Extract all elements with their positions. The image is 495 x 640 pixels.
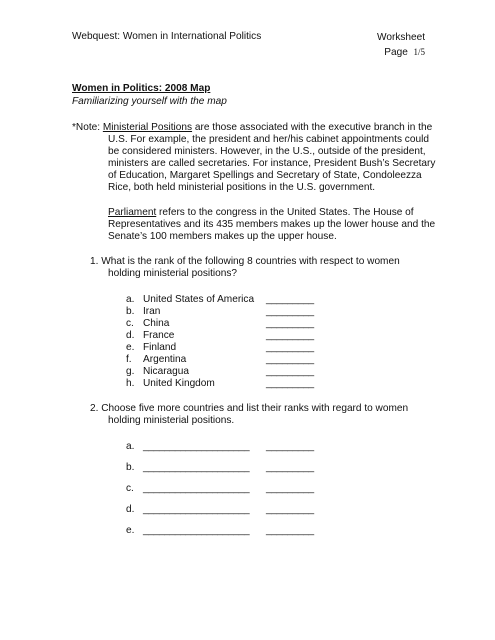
question-text: 2. Choose five more countries and list their ranks with regard to women [90, 403, 409, 414]
note-line: be considered ministers. However, in the U.S., outside of the president, [108, 146, 426, 157]
country-answer-blank[interactable]: ____________________ [143, 441, 250, 452]
page-title: Women in Politics: 2008 Map [72, 83, 211, 94]
country-name: China [143, 318, 170, 329]
country-name: United Kingdom [143, 378, 215, 389]
item-letter: h. [126, 378, 135, 389]
country-name: United States of America [143, 294, 255, 305]
note-line-rest: are those associated with the executive branch in the [192, 122, 433, 133]
item-letter: c. [126, 483, 134, 494]
country-answer-blank[interactable]: ____________________ [143, 462, 250, 473]
question-text: holding ministerial positions. [108, 415, 235, 426]
rank-answer-blank[interactable]: _________ [266, 318, 314, 329]
country-answer-blank[interactable]: ____________________ [143, 483, 250, 494]
item-letter: b. [126, 462, 135, 473]
parliament-line: Senate’s 100 members makes up the upper house. [108, 231, 337, 242]
rank-answer-blank[interactable]: _________ [266, 354, 314, 365]
note-line [72, 122, 432, 134]
note-line: Rice, both held ministerial positions in the U.S. government. [108, 182, 376, 193]
note-line: of Education, Margaret Spellings and Secretary of State, Condoleezza [108, 170, 422, 181]
item-letter: d. [126, 504, 135, 515]
rank-answer-blank[interactable]: _________ [266, 294, 314, 305]
worksheet-label: Worksheet [377, 32, 426, 43]
note-term: Ministerial Positions [102, 122, 193, 133]
country-answer-blank[interactable]: ____________________ [143, 504, 250, 515]
note-line: ministers are called secretaries. For instance, President Bush’s Secretary [108, 158, 436, 169]
parliament-term: Parliament [108, 207, 157, 218]
rank-answer-blank[interactable]: _________ [266, 441, 314, 452]
question-text: holding ministerial positions? [108, 268, 238, 279]
note-prefix: *Note: [72, 122, 103, 133]
rank-answer-blank[interactable]: _________ [266, 330, 314, 341]
item-letter: c. [126, 318, 134, 329]
rank-answer-blank[interactable]: _________ [266, 525, 314, 536]
parliament-line [108, 207, 414, 219]
item-letter: a. [126, 294, 135, 305]
rank-answer-blank[interactable]: _________ [266, 462, 314, 473]
item-letter: b. [126, 306, 135, 317]
page-label: Page [384, 47, 408, 58]
item-letter: a. [126, 441, 135, 452]
note-line: U.S. For example, the president and her/his cabinet appointments could [108, 134, 429, 145]
question-text: 1. What is the rank of the following 8 countries with respect to women [90, 256, 400, 267]
country-name: Iran [143, 306, 161, 317]
item-letter: f. [126, 354, 132, 365]
header-title: Webquest: Women in International Politics [72, 31, 262, 42]
header-right [377, 31, 425, 60]
item-letter: e. [126, 525, 135, 536]
country-name: Argentina [143, 354, 187, 365]
page-number: 1/5 [413, 47, 425, 57]
item-letter: g. [126, 366, 135, 377]
parliament-line-rest: refers to the congress in the United States. The House of [156, 207, 414, 218]
rank-answer-blank[interactable]: _________ [266, 483, 314, 494]
rank-answer-blank[interactable]: _________ [266, 366, 314, 377]
rank-answer-blank[interactable]: _________ [266, 504, 314, 515]
rank-answer-blank[interactable]: _________ [266, 342, 314, 353]
country-name: Finland [143, 342, 177, 353]
page-indicator [377, 45, 425, 60]
country-name: Nicaragua [143, 366, 190, 377]
page-subtitle: Familiarizing yourself with the map [72, 96, 227, 107]
parliament-line: Representatives and its 435 members makes up the lower house and the [108, 219, 436, 230]
rank-answer-blank[interactable]: _________ [266, 306, 314, 317]
rank-answer-blank[interactable]: _________ [266, 378, 314, 389]
country-answer-blank[interactable]: ____________________ [143, 525, 250, 536]
item-letter: d. [126, 330, 135, 341]
item-letter: e. [126, 342, 135, 353]
country-name: France [143, 330, 175, 341]
